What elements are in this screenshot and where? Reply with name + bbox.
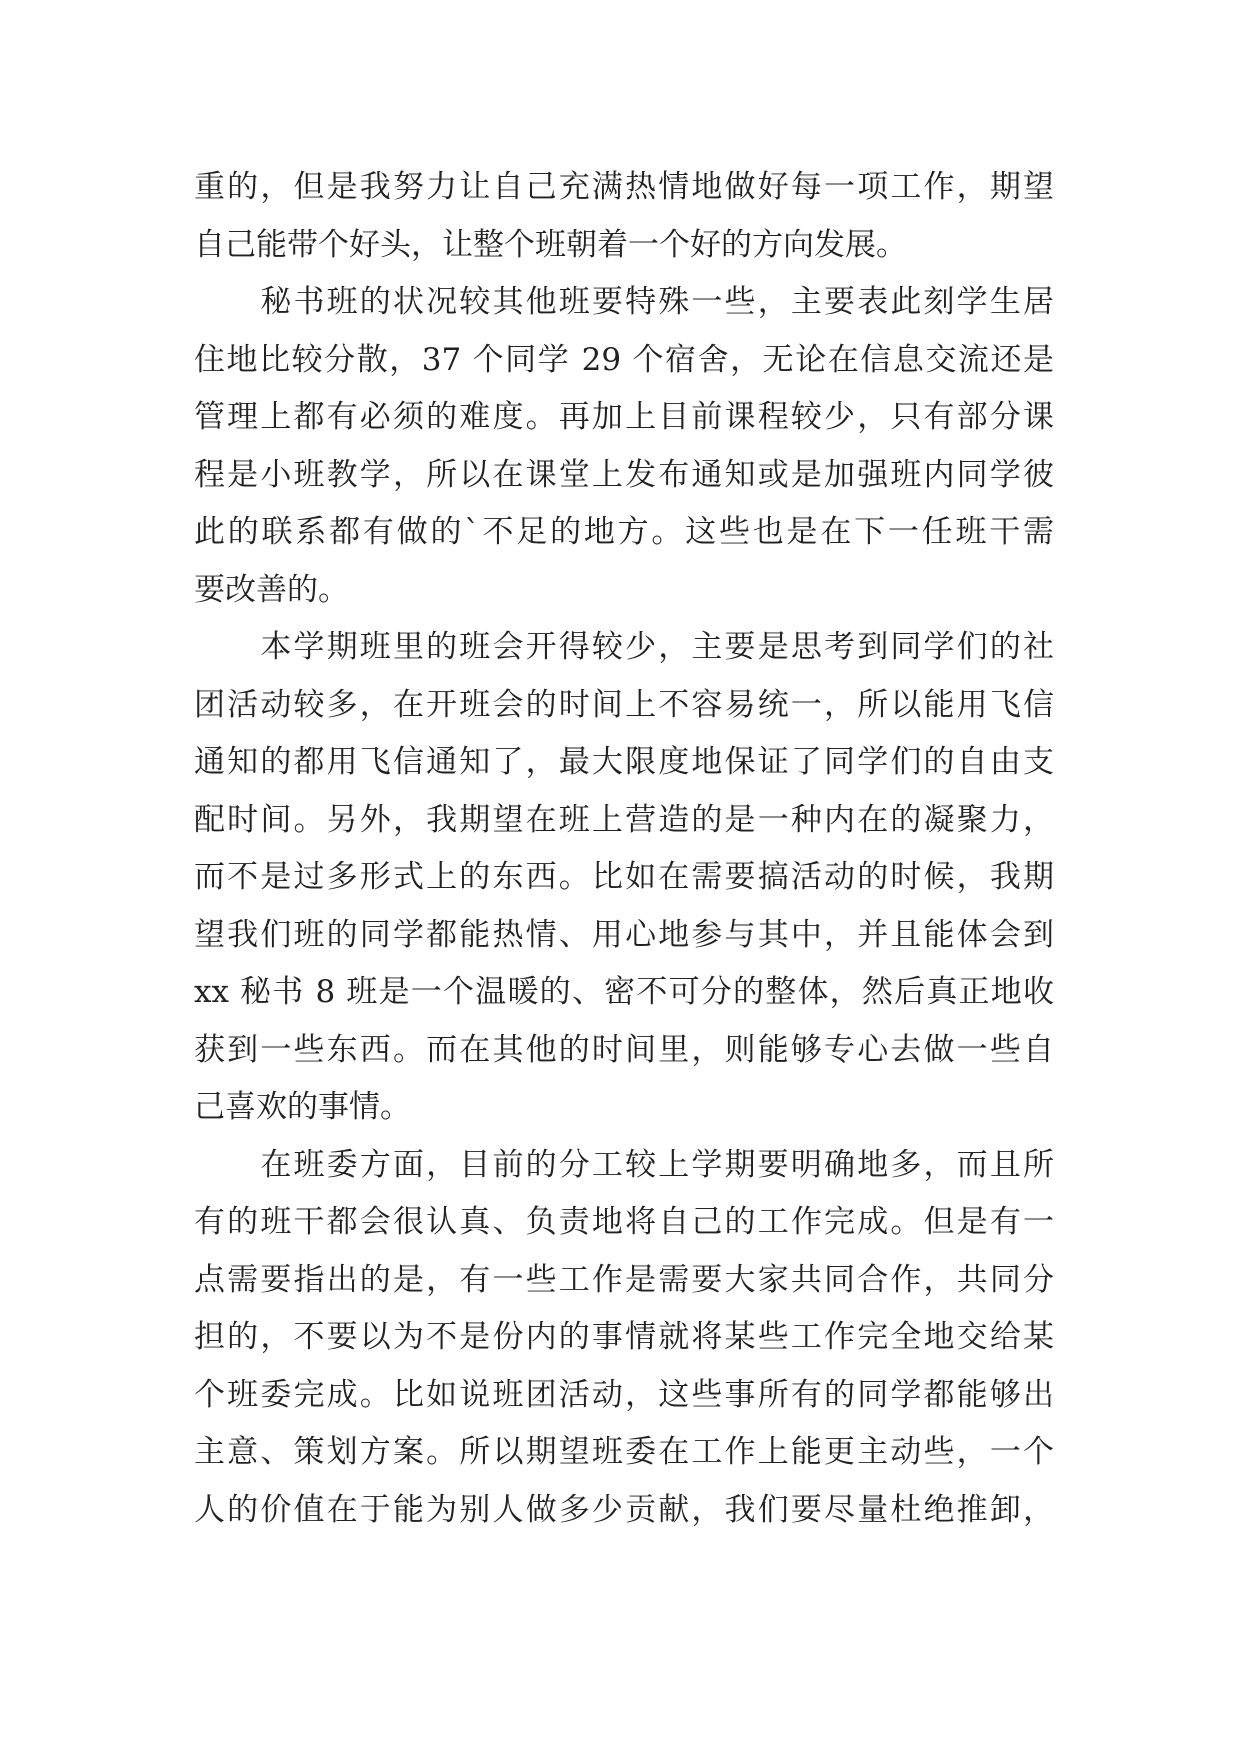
text-line: 担的，不要以为不是份内的事情就将某些工作完全地交给某 [194, 1319, 1054, 1355]
paragraph [194, 159, 1054, 274]
text-line: 点需要指出的是，有一些工作是需要大家共同合作，共同分 [194, 1261, 1054, 1298]
paragraph [194, 619, 1054, 1137]
text-line: 程是小班教学，所以在课堂上发布通知或是加强班内同学彼 [194, 456, 1054, 493]
text-line: 主意、策划方案。所以期望班委在工作上能更主动些，一个 [194, 1434, 1054, 1470]
paragraph [194, 274, 1054, 619]
text-line: 此的联系都有做的`不足的地方。这些也是在下一任班干需 [194, 514, 1054, 550]
text-line: 望我们班的同学都能热情、用心地参与其中，并且能体会到 [194, 916, 1054, 953]
text-line: 配时间。另外，我期望在班上营造的是一种内在的凝聚力， [194, 801, 1054, 838]
document-body [194, 159, 1054, 1539]
paragraph [194, 1137, 1054, 1540]
text-line: 自己能带个好头，让整个班朝着一个好的方向发展。 [194, 226, 907, 263]
text-line: xx 秘书 8 班是一个温暖的、密不可分的整体，然后真正地收 [194, 974, 1054, 1010]
text-line: 在班委方面，目前的分工较上学期要明确地多，而且所 [194, 1146, 1054, 1183]
text-line: 个班委完成。比如说班团活动，这些事所有的同学都能够出 [194, 1376, 1054, 1413]
text-line: 获到一些东西。而在其他的时间里，则能够专心去做一些自 [194, 1031, 1054, 1068]
text-line: 团活动较多，在开班会的时间上不容易统一，所以能用飞信 [194, 686, 1054, 723]
text-line: 要改善的。 [194, 571, 349, 608]
text-line: 重的，但是我努力让自己充满热情地做好每一项工作，期望 [194, 169, 1054, 205]
text-line: 人的价值在于能为别人做多少贡献，我们要尽量杜绝推卸， [194, 1491, 1054, 1528]
text-line: 住地比较分散，37 个同学 29 个宿舍，无论在信息交流还是 [194, 341, 1054, 378]
text-line: 通知的都用飞信通知了，最大限度地保证了同学们的自由支 [194, 744, 1054, 780]
text-line: 本学期班里的班会开得较少，主要是思考到同学们的社 [194, 629, 1054, 665]
text-line: 有的班干都会很认真、负责地将自己的工作完成。但是有一 [194, 1204, 1054, 1240]
text-line: 秘书班的状况较其他班要特殊一些，主要表此刻学生居 [194, 284, 1054, 320]
text-line: 而不是过多形式上的东西。比如在需要搞活动的时候，我期 [194, 859, 1054, 895]
text-line: 管理上都有必须的难度。再加上目前课程较少，只有部分课 [194, 399, 1054, 435]
text-line: 己喜欢的事情。 [194, 1089, 411, 1125]
